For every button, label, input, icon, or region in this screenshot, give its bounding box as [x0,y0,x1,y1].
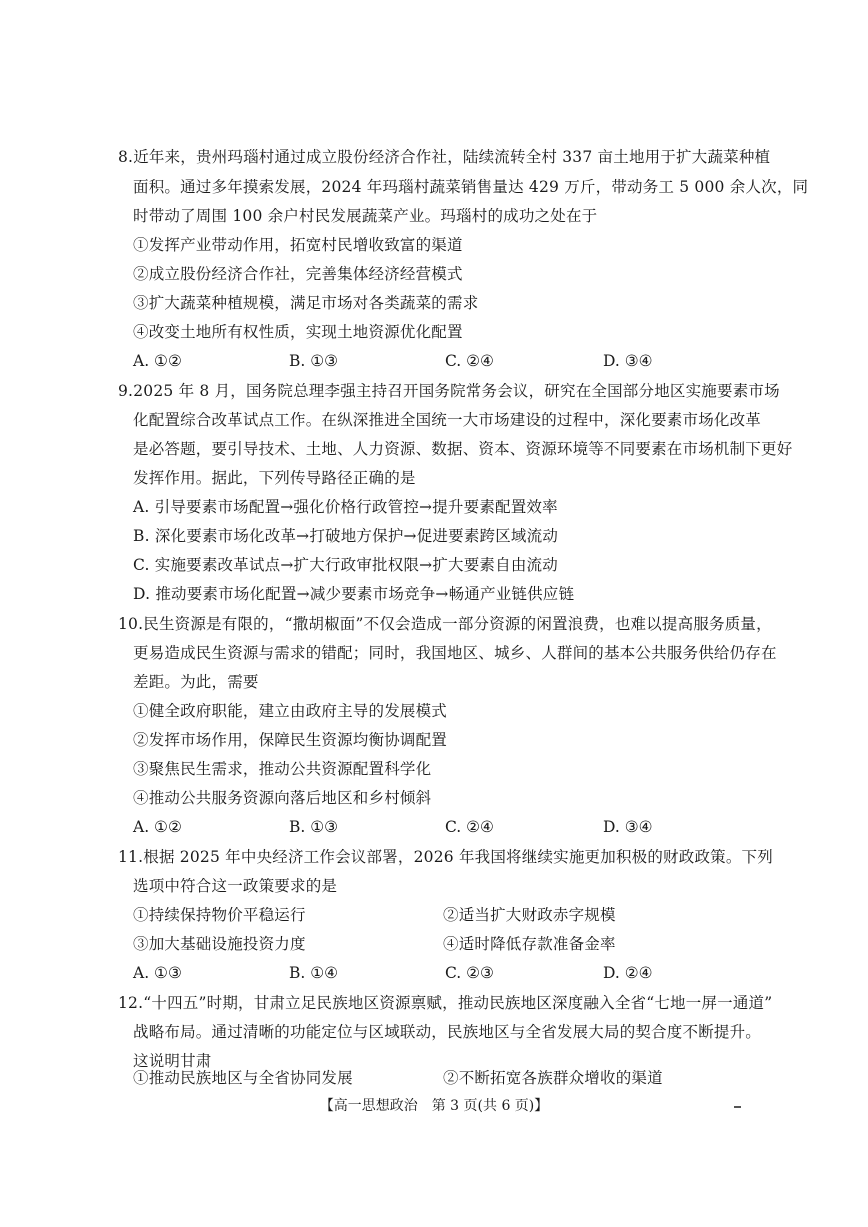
corner-mark [734,1106,741,1108]
q8-stem-line-1: 8.近年来，贵州玛瑙村通过成立股份经济合作社，陆续流转全村 337 亩土地用于扩大蔬菜种植 [118,148,771,166]
q9-stem-line-3: 是必答题，要引导技术、土地、人力资源、数据、资本、资源环境等不同要素在市场机制下更好 [133,440,793,458]
q9-option-b: B. 深化要素市场化改革→打破地方保护→促进要素跨区域流动 [133,527,559,545]
q8-statement-2: ②成立股份经济合作社，完善集体经济经营模式 [133,265,463,283]
q8-stem-line-3: 时带动了周围 100 余户村民发展蔬菜产业。玛瑙村的成功之处在于 [133,207,598,225]
q10-statement-1: ①健全政府职能，建立由政府主导的发展模式 [133,702,448,720]
q8-statement-3: ③扩大蔬菜种植规模，满足市场对各类蔬菜的需求 [133,294,479,312]
q10-statement-2: ②发挥市场作用，保障民生资源均衡协调配置 [133,731,448,749]
q8-answer-a: A. ①② [133,352,182,370]
q10-stem-line-3: 差距。为此，需要 [133,673,259,691]
q11-stem-line-1: 11.根据 2025 年中央经济工作会议部署，2026 年我国将继续实施更加积极的财政政策。下列 [118,848,773,866]
q10-statement-4: ④推动公共服务资源向落后地区和乡村倾斜 [133,789,432,807]
q8-stem-line-2: 面积。通过多年摸索发展，2024 年玛瑙村蔬菜销售量达 429 万斤，带动务工 5 000 余人次，同 [133,178,809,196]
q9-stem-line-4: 发挥作用。据此，下列传导路径正确的是 [133,469,416,487]
q11-stem-line-2: 选项中符合这一政策要求的是 [133,877,338,895]
q12-stem-line-3: 这说明甘肃 [133,1052,212,1070]
q10-answer-c: C. ②④ [445,818,494,836]
q11-number: 11. [118,848,144,866]
q10-stem-line-2: 更易造成民生资源与需求的错配；同时，我国地区、城乡、人群间的基本公共服务供给仍存在 [133,644,777,662]
q10-answer-d: D. ③④ [603,818,653,836]
q12-stem-line-2: 战略布局。通过清晰的功能定位与区域联动，民族地区与全省发展大局的契合度不断提升。 [133,1023,762,1041]
q11-answer-c: C. ②③ [445,964,494,982]
q12-stem-line-1: 12.“十四五”时期，甘肃立足民族地区资源禀赋，推动民族地区深度融入全省“七地一屏一通道” [118,994,773,1012]
q8-statement-1: ①发挥产业带动作用，拓宽村民增收致富的渠道 [133,236,463,254]
q8-answer-c: C. ②④ [445,352,494,370]
q9-number: 9. [118,382,134,400]
q11-statement-1: ①持续保持物价平稳运行 [133,906,306,924]
q8-answer-b: B. ①③ [289,352,339,370]
q11-answer-d: D. ②④ [603,964,653,982]
q8-number: 8. [118,148,134,166]
q9-option-d: D. 推动要素市场化配置→减少要素市场竞争→畅通产业链供应链 [133,585,575,603]
q10-number: 10. [118,615,144,633]
q12-statement-2: ②不断拓宽各族群众增收的渠道 [443,1069,663,1087]
footer-text: 【高一思想政治 第 3 页(共 6 页)】 [319,1098,549,1114]
q10-answer-b: B. ①③ [289,818,339,836]
q9-stem-line-1: 9.2025 年 8 月，国务院总理李强主持召开国务院常务会议，研究在全国部分地区实施要素市场 [118,382,780,400]
q9-stem-line-2: 化配置综合改革试点工作。在纵深推进全国统一大市场建设的过程中，深化要素市场化改革 [133,411,762,429]
q9-option-c: C. 实施要素改革试点→扩大行政审批权限→扩大要素自由流动 [133,556,558,574]
q8-answer-d: D. ③④ [603,352,653,370]
q12-statement-1: ①推动民族地区与全省协同发展 [133,1069,353,1087]
q11-answer-a: A. ①③ [133,964,182,982]
q11-answer-b: B. ①④ [289,964,339,982]
q11-statement-4: ④适时降低存款准备金率 [443,935,616,953]
q8-statement-4: ④改变土地所有权性质，实现土地资源优化配置 [133,323,463,341]
q10-stem-line-1: 10.民生资源是有限的，“撒胡椒面”不仅会造成一部分资源的闲置浪费，也难以提高服务质量， [118,615,772,633]
q10-statement-3: ③聚焦民生需求，推动公共资源配置科学化 [133,760,432,778]
q11-statement-3: ③加大基础设施投资力度 [133,935,306,953]
q9-option-a: A. 引导要素市场配置→强化价格行政管控→提升要素配置效率 [133,498,558,516]
q12-number: 12. [118,994,144,1012]
q10-answer-a: A. ①② [133,818,182,836]
q11-statement-2: ②适当扩大财政赤字规模 [443,906,616,924]
